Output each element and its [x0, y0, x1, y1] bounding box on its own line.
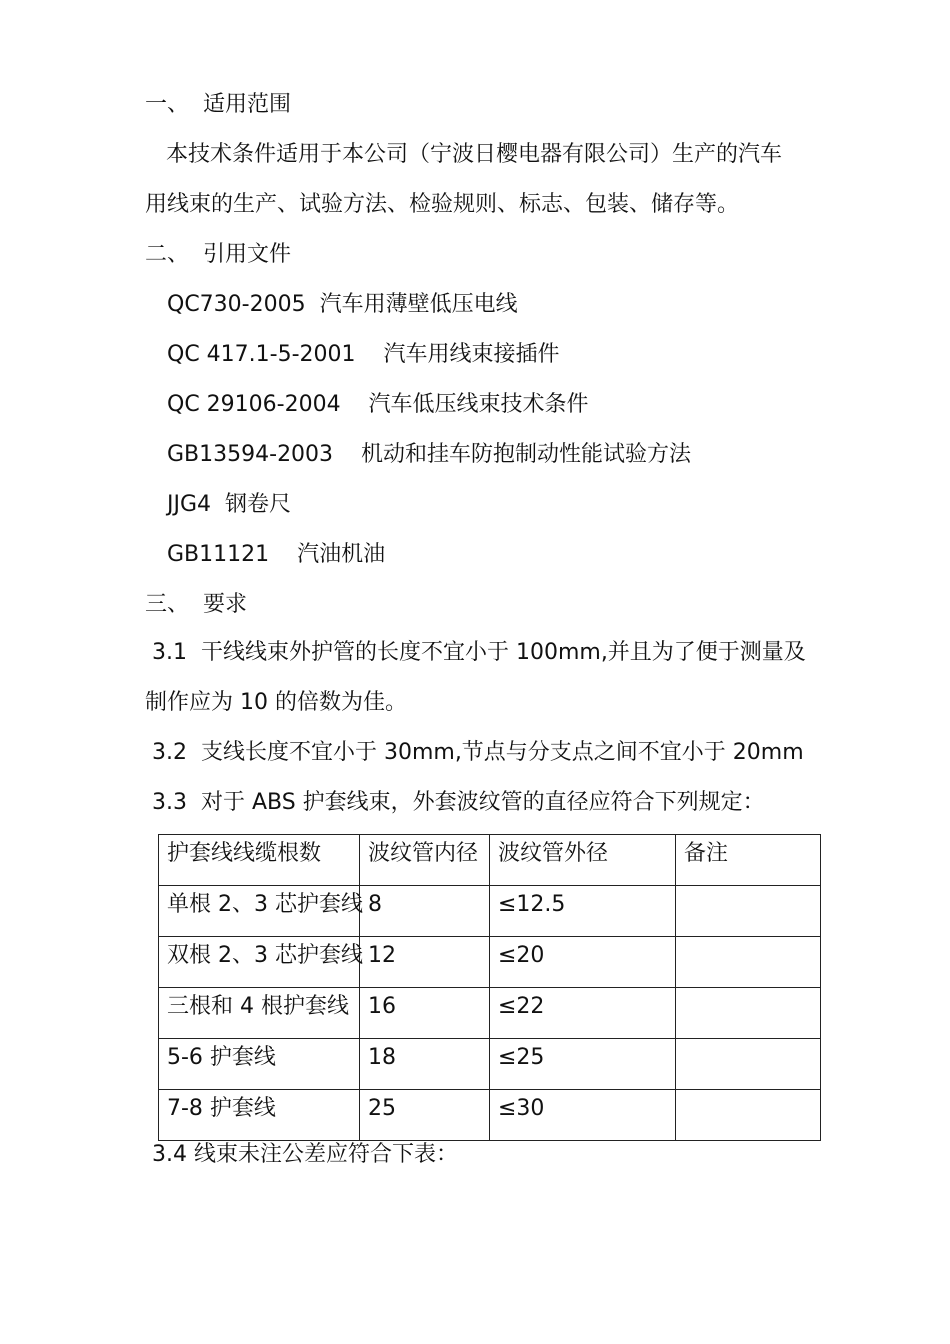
requirement-3-4: 3.4 线束未注公差应符合下表： — [145, 1142, 458, 1167]
table-row — [159, 937, 821, 988]
table-cell: ≤20 — [490, 937, 676, 988]
section-1-body-line-1: 本技术条件适用于本公司（宁波日樱电器有限公司）生产的汽车 — [145, 142, 782, 167]
reference-item: QC 29106-2004 汽车低压线束技术条件 — [167, 392, 589, 417]
table-header-cell: 波纹管内径 — [360, 835, 490, 886]
section-2-heading: 二、 引用文件 — [145, 242, 291, 267]
reference-item: QC 417.1-5-2001 汽车用线束接插件 — [167, 342, 560, 367]
table-header-cell: 备注 — [676, 835, 821, 886]
section-1-heading: 一、 适用范围 — [145, 92, 291, 117]
table-cell — [676, 886, 821, 937]
table-cell: 12 — [360, 937, 490, 988]
reference-item: GB11121 汽油机油 — [167, 542, 386, 567]
table-cell: 8 — [360, 886, 490, 937]
table-cell: ≤12.5 — [490, 886, 676, 937]
section-3-heading: 三、 要求 — [145, 592, 247, 617]
table-cell — [676, 988, 821, 1039]
table-cell: 双根 2、3 芯护套线 — [159, 937, 360, 988]
requirement-3-3: 3.3 对于 ABS 护套线束，外套波纹管的直径应符合下列规定： — [145, 790, 765, 815]
requirement-3-1-line-2: 制作应为 10 的倍数为佳。 — [145, 690, 407, 715]
table-row — [159, 886, 821, 937]
table-cell — [676, 1039, 821, 1090]
table-header-cell: 波纹管外径 — [490, 835, 676, 886]
table-cell: 16 — [360, 988, 490, 1039]
table-cell: 25 — [360, 1090, 490, 1141]
table-cell: 18 — [360, 1039, 490, 1090]
requirement-3-2: 3.2 支线长度不宜小于 30mm,节点与分支点之间不宜小于 20mm — [145, 740, 804, 765]
table-header-row — [159, 835, 821, 886]
table-cell: 三根和 4 根护套线 — [159, 988, 360, 1039]
reference-item: GB13594-2003 机动和挂车防抱制动性能试验方法 — [167, 442, 692, 467]
table-header-cell: 护套线线缆根数 — [159, 835, 360, 886]
reference-item: JJG4 钢卷尺 — [167, 492, 292, 517]
table-row — [159, 1090, 821, 1141]
requirement-3-1-line-1: 3.1 干线线束外护管的长度不宜小于 100mm,并且为了便于测量及 — [145, 640, 806, 665]
table-cell: 7-8 护套线 — [159, 1090, 360, 1141]
corrugated-tube-spec-table — [158, 834, 821, 1141]
table-row — [159, 988, 821, 1039]
table-cell: ≤22 — [490, 988, 676, 1039]
table-cell: 单根 2、3 芯护套线 — [159, 886, 360, 937]
table-cell: ≤30 — [490, 1090, 676, 1141]
table-cell: ≤25 — [490, 1039, 676, 1090]
table-cell: 5-6 护套线 — [159, 1039, 360, 1090]
table-cell — [676, 937, 821, 988]
table-row — [159, 1039, 821, 1090]
section-1-body-line-2: 用线束的生产、试验方法、检验规则、标志、包装、储存等。 — [145, 192, 740, 217]
table-cell — [676, 1090, 821, 1141]
reference-item: QC730-2005 汽车用薄壁低压电线 — [167, 292, 518, 317]
